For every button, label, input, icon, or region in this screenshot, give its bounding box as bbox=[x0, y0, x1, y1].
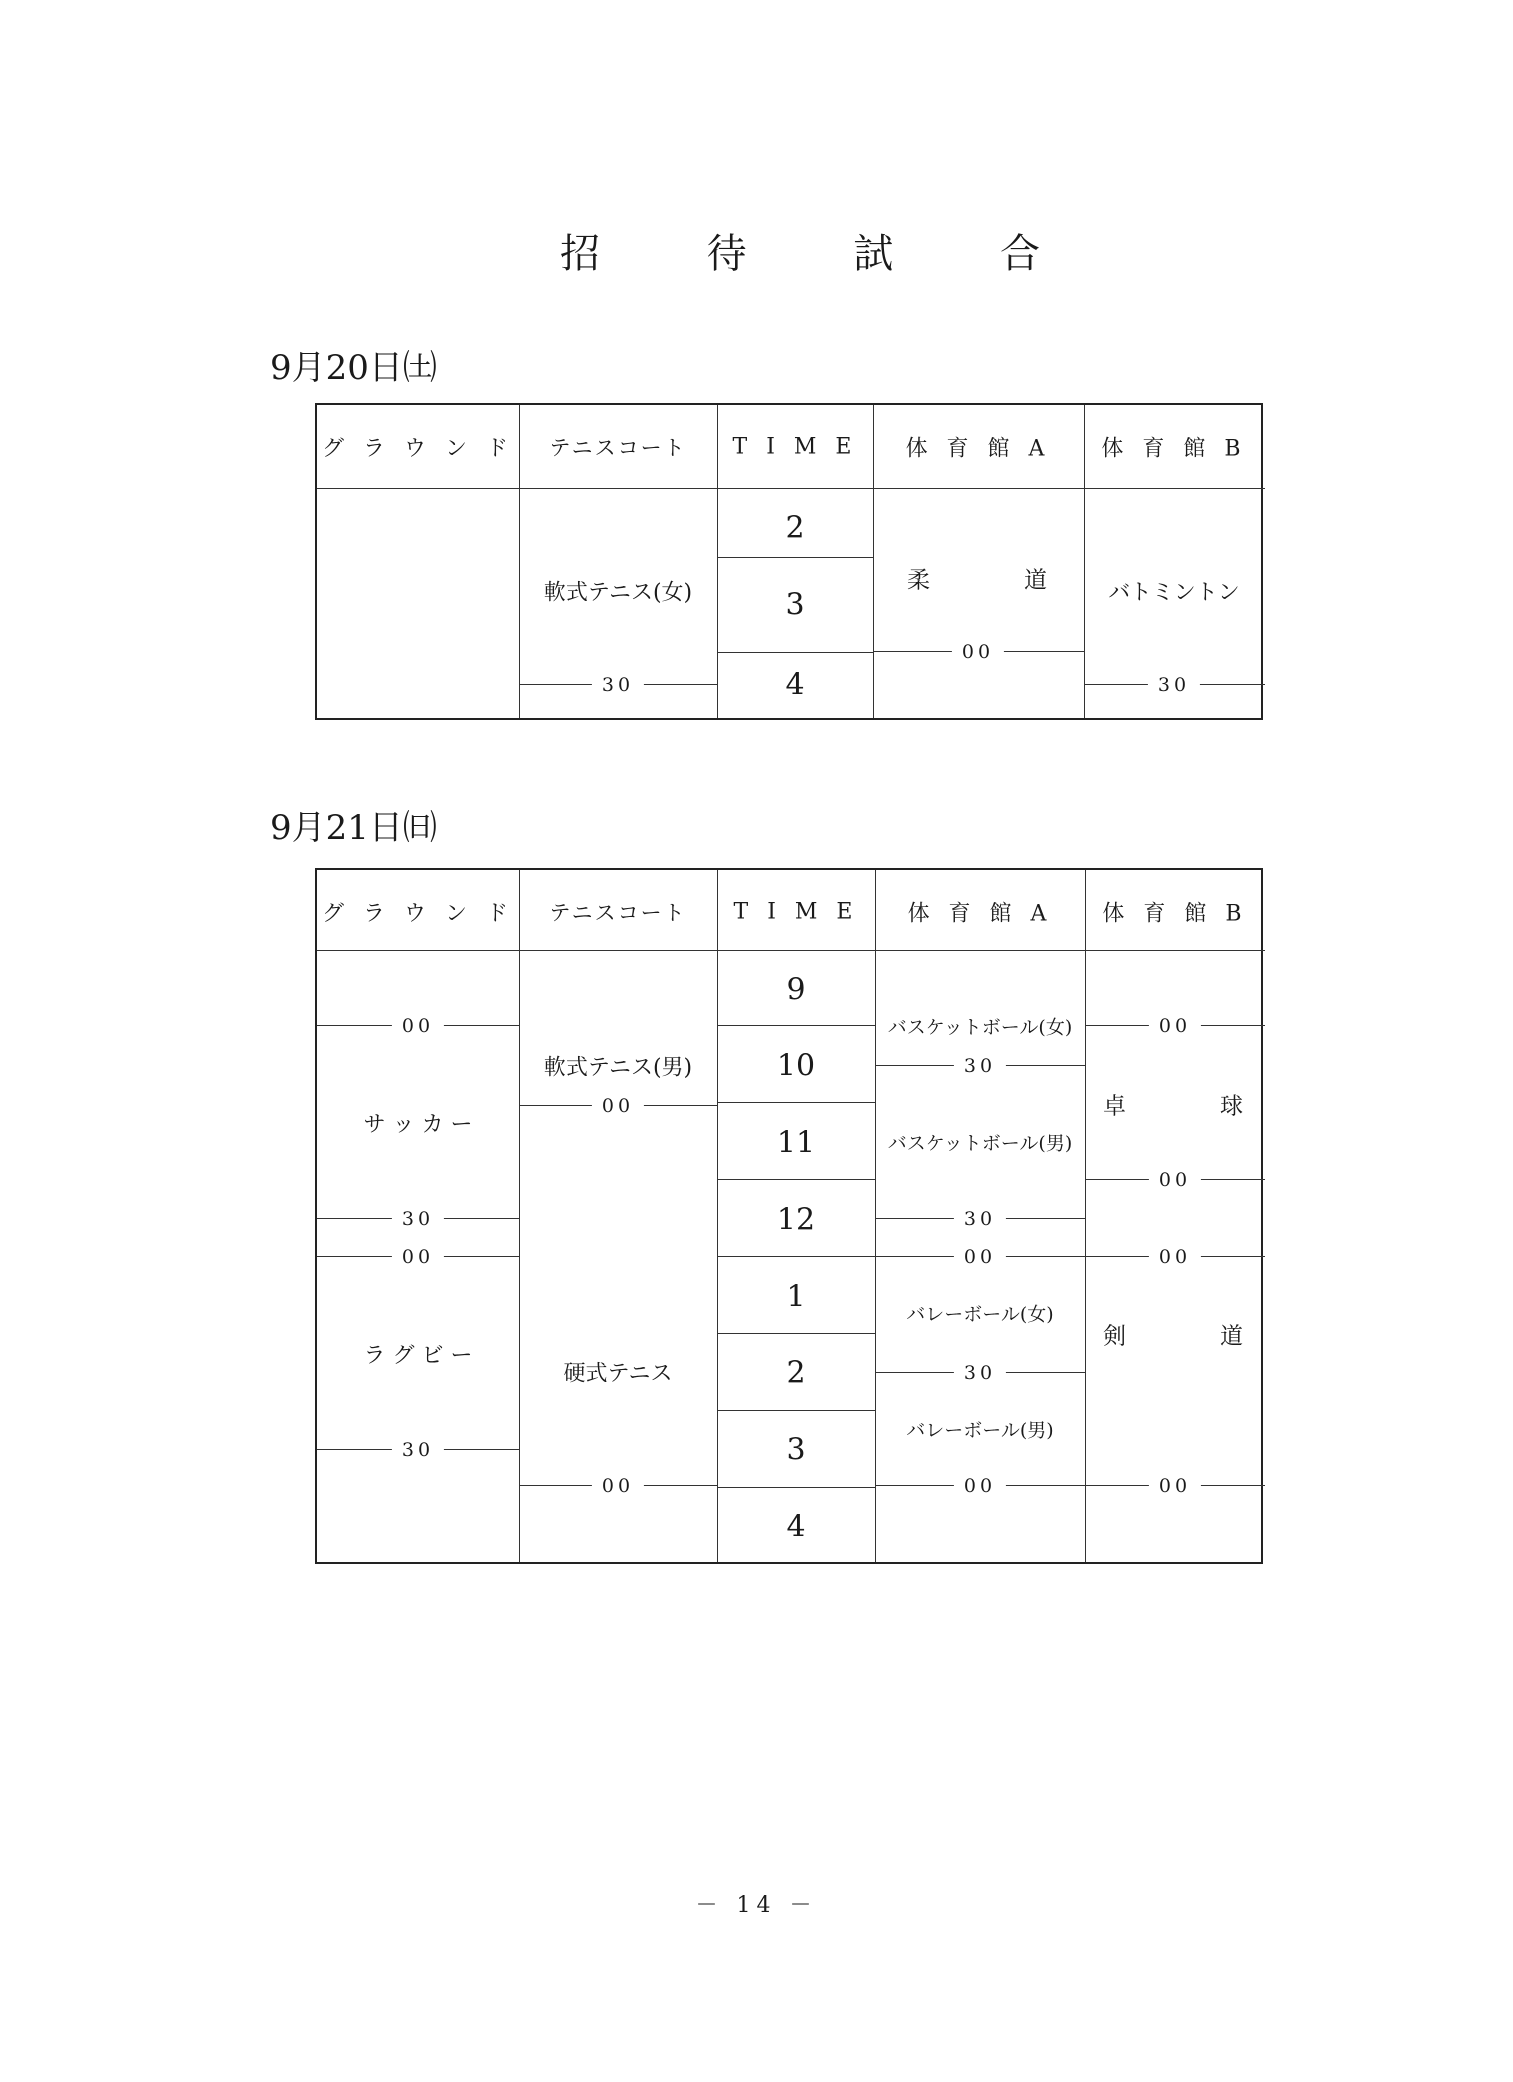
time-divider bbox=[717, 1410, 875, 1411]
page-title bbox=[560, 222, 1040, 279]
time-divider bbox=[717, 1102, 875, 1103]
time-mark: 30 bbox=[1148, 674, 1200, 696]
title-char: 待 bbox=[706, 231, 747, 277]
time-mark: 00 bbox=[592, 1095, 644, 1117]
header-tennis-court: テニスコート bbox=[549, 901, 687, 925]
header-ground: グ ラ ウ ン ド bbox=[322, 436, 514, 462]
time-slot: 4 bbox=[786, 1509, 806, 1545]
time-slot: 12 bbox=[776, 1202, 816, 1238]
gym-a-event: バスケットボール(女) bbox=[887, 1016, 1073, 1039]
title-char: 合 bbox=[999, 231, 1040, 277]
header-tennis-court: テニスコート bbox=[549, 436, 687, 460]
day2-date: 9月21日㈰ bbox=[270, 808, 437, 848]
time-slot: 3 bbox=[785, 587, 805, 623]
column-divider bbox=[1084, 405, 1085, 718]
time-divider bbox=[717, 1333, 875, 1334]
tennis-event: 軟式テニス(男) bbox=[543, 1055, 693, 1081]
header-gym-b: 体 育 館 B bbox=[1101, 436, 1247, 462]
column-divider bbox=[875, 870, 876, 1562]
day1-date: 9月20日㈯ bbox=[270, 348, 437, 388]
time-slot: 9 bbox=[786, 972, 806, 1008]
event-char: 剣 bbox=[1103, 1323, 1126, 1350]
time-slot: 2 bbox=[786, 1355, 806, 1391]
gym-a-event bbox=[907, 562, 1047, 595]
time-mark: 00 bbox=[592, 1475, 644, 1497]
time-mark: 30 bbox=[954, 1362, 1006, 1384]
time-divider bbox=[717, 1256, 875, 1257]
time-mark: 00 bbox=[1149, 1015, 1201, 1037]
gym-a-event: バスケットボール(男) bbox=[887, 1132, 1073, 1155]
gym-b-event: バトミントン bbox=[1108, 580, 1240, 606]
event-char: 道 bbox=[1024, 567, 1047, 594]
ground-event: ラ グ ビ ー bbox=[363, 1343, 473, 1369]
time-slot: 3 bbox=[786, 1432, 806, 1468]
time-mark: 00 bbox=[392, 1246, 444, 1268]
day1-schedule-table bbox=[315, 403, 1263, 720]
header-time: T I M E bbox=[733, 899, 859, 925]
time-divider bbox=[717, 1179, 875, 1180]
tennis-event: 軟式テニス(女) bbox=[543, 580, 693, 606]
time-slot: 11 bbox=[776, 1125, 816, 1161]
title-char: 招 bbox=[560, 231, 600, 277]
time-slot: 4 bbox=[785, 667, 805, 703]
column-divider bbox=[717, 405, 718, 718]
time-mark: 00 bbox=[952, 641, 1004, 663]
event-char: 卓 bbox=[1103, 1093, 1126, 1120]
column-divider bbox=[519, 870, 520, 1562]
tennis-event: 硬式テニス bbox=[563, 1361, 673, 1387]
time-mark: 30 bbox=[954, 1208, 1006, 1230]
column-divider bbox=[1085, 870, 1086, 1562]
header-gym-b: 体 育 館 B bbox=[1102, 901, 1248, 927]
event-char: 球 bbox=[1220, 1093, 1243, 1120]
time-mark: 00 bbox=[954, 1246, 1006, 1268]
time-mark: 00 bbox=[954, 1475, 1006, 1497]
page-number: － 14 － bbox=[695, 1893, 818, 1918]
gym-b-event bbox=[1103, 1318, 1243, 1351]
header-gym-a: 体 育 館 A bbox=[907, 901, 1053, 927]
header-time: T I M E bbox=[732, 434, 858, 460]
gym-a-event: バレーボール(男) bbox=[906, 1419, 1054, 1442]
time-mark: 30 bbox=[592, 674, 644, 696]
header-divider bbox=[317, 488, 1265, 489]
time-divider bbox=[717, 652, 873, 653]
event-char: 道 bbox=[1220, 1323, 1243, 1350]
time-mark: 00 bbox=[1149, 1169, 1201, 1191]
time-mark: 00 bbox=[392, 1015, 444, 1037]
ground-event: サ ッ カ ー bbox=[363, 1112, 473, 1138]
time-mark: 30 bbox=[392, 1208, 444, 1230]
time-mark: 00 bbox=[1149, 1246, 1201, 1268]
column-divider bbox=[519, 405, 520, 718]
time-slot: 1 bbox=[786, 1279, 806, 1315]
time-divider bbox=[717, 1487, 875, 1488]
time-slot: 2 bbox=[785, 510, 805, 546]
gym-a-event: バレーボール(女) bbox=[906, 1303, 1054, 1326]
time-mark: 00 bbox=[1149, 1475, 1201, 1497]
time-divider bbox=[717, 557, 873, 558]
column-divider bbox=[717, 870, 718, 1562]
gym-b-event bbox=[1103, 1088, 1243, 1121]
title-char: 試 bbox=[853, 231, 894, 277]
day2-schedule-table bbox=[315, 868, 1263, 1564]
header-ground: グ ラ ウ ン ド bbox=[322, 901, 514, 927]
time-divider bbox=[717, 1025, 875, 1026]
header-gym-a: 体 育 館 A bbox=[905, 436, 1051, 462]
time-mark: 30 bbox=[954, 1055, 1006, 1077]
column-divider bbox=[873, 405, 874, 718]
time-slot: 10 bbox=[776, 1048, 816, 1084]
event-char: 柔 bbox=[907, 567, 930, 594]
header-divider bbox=[317, 950, 1265, 951]
time-mark: 30 bbox=[392, 1439, 444, 1461]
